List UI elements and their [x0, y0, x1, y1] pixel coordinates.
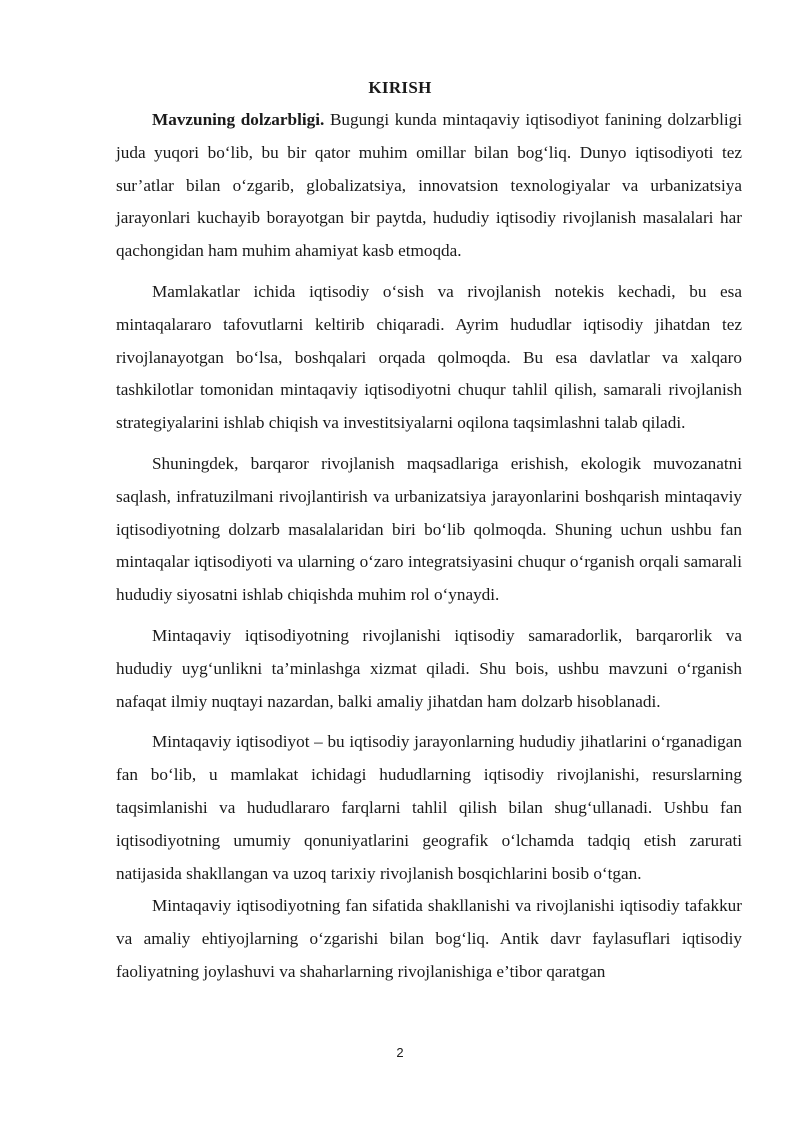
page-number: 2: [396, 1045, 404, 1060]
paragraph: Mintaqaviy iqtisodiyot – bu iqtisodiy jarayonlarning hududiy jihatlarini o‘rganadigan fan bo‘lib, u mamlakat ichidagi hududlarning iqtisodiy rivojlanishi, resurslarning taqsimlanishi va hududlararo farqlarni tahlil qilish bilan shug‘ullanadi. Ushbu fan iqtisodiyotning umumiy qonuniyatlarini geografik o‘lchamda tadqiq etish zarurati natijasida shakllangan va uzoq tarixiy rivojlanish bosqichlarini bosib o‘tgan.: [116, 732, 742, 883]
paragraph: Mamlakatlar ichida iqtisodiy o‘sish va rivojlanish notekis kechadi, bu esa mintaqalararo tafovutlarni keltirib chiqaradi. Ayrim hududlar iqtisodiy jihatdan tez rivojlanayotgan bo‘lsa, boshqalari orqada qolmoqda. Bu esa davlatlar va xalqaro tashkilotlar tomonidan mintaqaviy iqtisodiyotni chuqur tahlil qilish, samarali rivojlanish strategiyalarini ishlab chiqish va investitsiyalarni oqilona taqsimlashni talab qiladi.: [116, 281, 742, 433]
paragraph-relevance: [116, 104, 742, 268]
body-text: [116, 104, 742, 989]
section-title: KIRISH: [368, 78, 432, 97]
paragraph: Mintaqaviy iqtisodiyotning rivojlanishi iqtisodiy samaradorlik, barqarorlik va hududiy uyg‘unlikni ta’minlashga xizmat qiladi. Shu bois, ushbu mavzuni o‘rganish nafaqat ilmiy nuqtayi nazardan, balki amaliy jihatdan ham dolzarb hisoblanadi.: [116, 625, 742, 711]
paragraph: Mintaqaviy iqtisodiyotning fan sifatida shakllanishi va rivojlanishi iqtisodiy tafakkur va amaliy ehtiyojlarning o‘zgarishi bilan bog‘liq. Antik davr faylasuflari iqtisodiy faoliyatning joylashuvi va shaharlarning rivojlanishiga e’tibor qaratgan: [116, 896, 742, 981]
paragraph: Shuningdek, barqaror rivojlanish maqsadlariga erishish, ekologik muvozanatni saqlash, infratuzilmani rivojlantirish va urbanizatsiya jarayonlarini boshqarish mintaqaviy iqtisodiyotning dolzarb masalalaridan biri bo‘lib qolmoqda. Shuning uchun ushbu fan mintaqalar iqtisodiyoti va ularning o‘zaro integratsiyasini chuqur o‘rganish orqali samarali hududiy siyosatni ishlab chiqishda muhim rol o‘ynaydi.: [116, 453, 742, 605]
paragraph-text: Bugungi kunda mintaqaviy iqtisodiyot fanining dolzarbligi juda yuqori bo‘lib, bu bir qator muhim omillar bilan bog‘liq. Dunyo iqtisodiyoti tez sur’atlar bilan o‘zgarib, globalizatsiya, innovatsion texnologiyalar va urbanizatsiya jarayonlari kuchayib borayotgan bir paytda, hududiy iqtisodiy rivojlanish masalalari har qachongidan ham muhim ahamiyat kasb etmoqda.: [116, 110, 743, 261]
paragraph-lead: Mavzuning dolzarbligi.: [152, 110, 325, 129]
